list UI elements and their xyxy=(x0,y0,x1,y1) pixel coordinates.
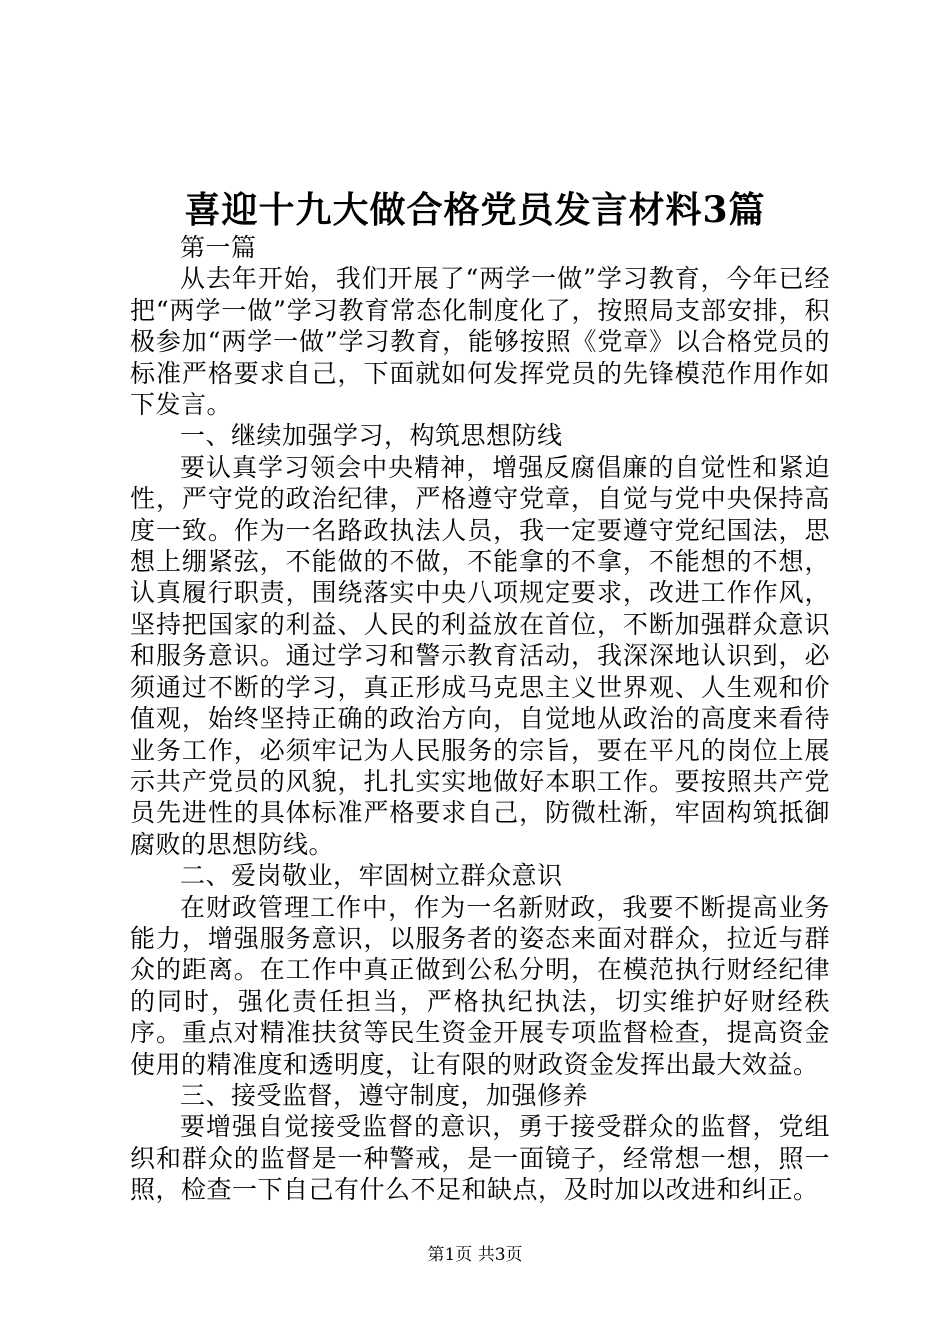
heading-2: 二、爱岗敬业，牢固树立群众意识 xyxy=(180,861,563,891)
heading-3: 三、接受监督，遵守制度，加强修养 xyxy=(180,1080,589,1110)
paragraph-2: 在财政管理工作中，作为一名新财政，我要不断提高业务能力，增强服务意识，以服务者的姿态来面对群众，拉近与群众的距离。在工作中真正做到公私分明，在模范执行财经纪律的同时，强化责任担当，严格执纪执法，切实维护好财经秩序。重点对精准扶贫等民生资金开展专项监督检查，提高资金使用的精准度和透明度，让有限的财政资金发挥出最大效益。 xyxy=(130,892,830,1079)
heading-1: 一、继续加强学习，构筑思想防线 xyxy=(180,421,563,451)
document-title: 喜迎十九大做合格党员发言材料3篇 xyxy=(184,189,766,231)
paragraph-3: 要增强自觉接受监督的意识，勇于接受群众的监督，党组织和群众的监督是一种警戒，是一面镜子，经常想一想，照一照，检查一下自己有什么不足和缺点，及时加以改进和纠正。 xyxy=(130,1112,830,1205)
section-label: 第一篇 xyxy=(180,233,257,262)
page-footer: 第1页 共3页 xyxy=(427,1245,523,1265)
document-body xyxy=(130,232,830,1206)
paragraph-intro: 从去年开始，我们开展了“两学一做”学习教育，今年已经把“两学一做”学习教育常态化制度化了，按照局支部安排，积极参加“两学一做”学习教育，能够按照《党章》以合格党员的标准严格要求自己，下面就如何发挥党员的先锋模范作用作如下发言。 xyxy=(130,264,830,420)
paragraph-1: 要认真学习领会中央精神，增强反腐倡廉的自觉性和紧迫性，严守党的政治纪律，严格遵守党章，自觉与党中央保持高度一致。作为一名路政执法人员，我一定要遵守党纪国法，思想上绷紧弦，不能做的不做，不能拿的不拿，不能想的不想，认真履行职责，围绕落实中央八项规定要求，改进工作作风，坚持把国家的利益、人民的利益放在首位，不断加强群众意识和服务意识。通过学习和警示教育活动，我深深地认识到，必须通过不断的学习，真正形成马克思主义世界观、人生观和价值观，始终坚持正确的政治方向，自觉地从政治的高度来看待业务工作，必须牢记为人民服务的宗旨，要在平凡的岗位上展示共产党员的风貌，扎扎实实地做好本职工作。要按照共产党员先进性的具体标准严格要求自己，防微杜渐，牢固构筑抵御腐败的思想防线。 xyxy=(130,452,830,859)
